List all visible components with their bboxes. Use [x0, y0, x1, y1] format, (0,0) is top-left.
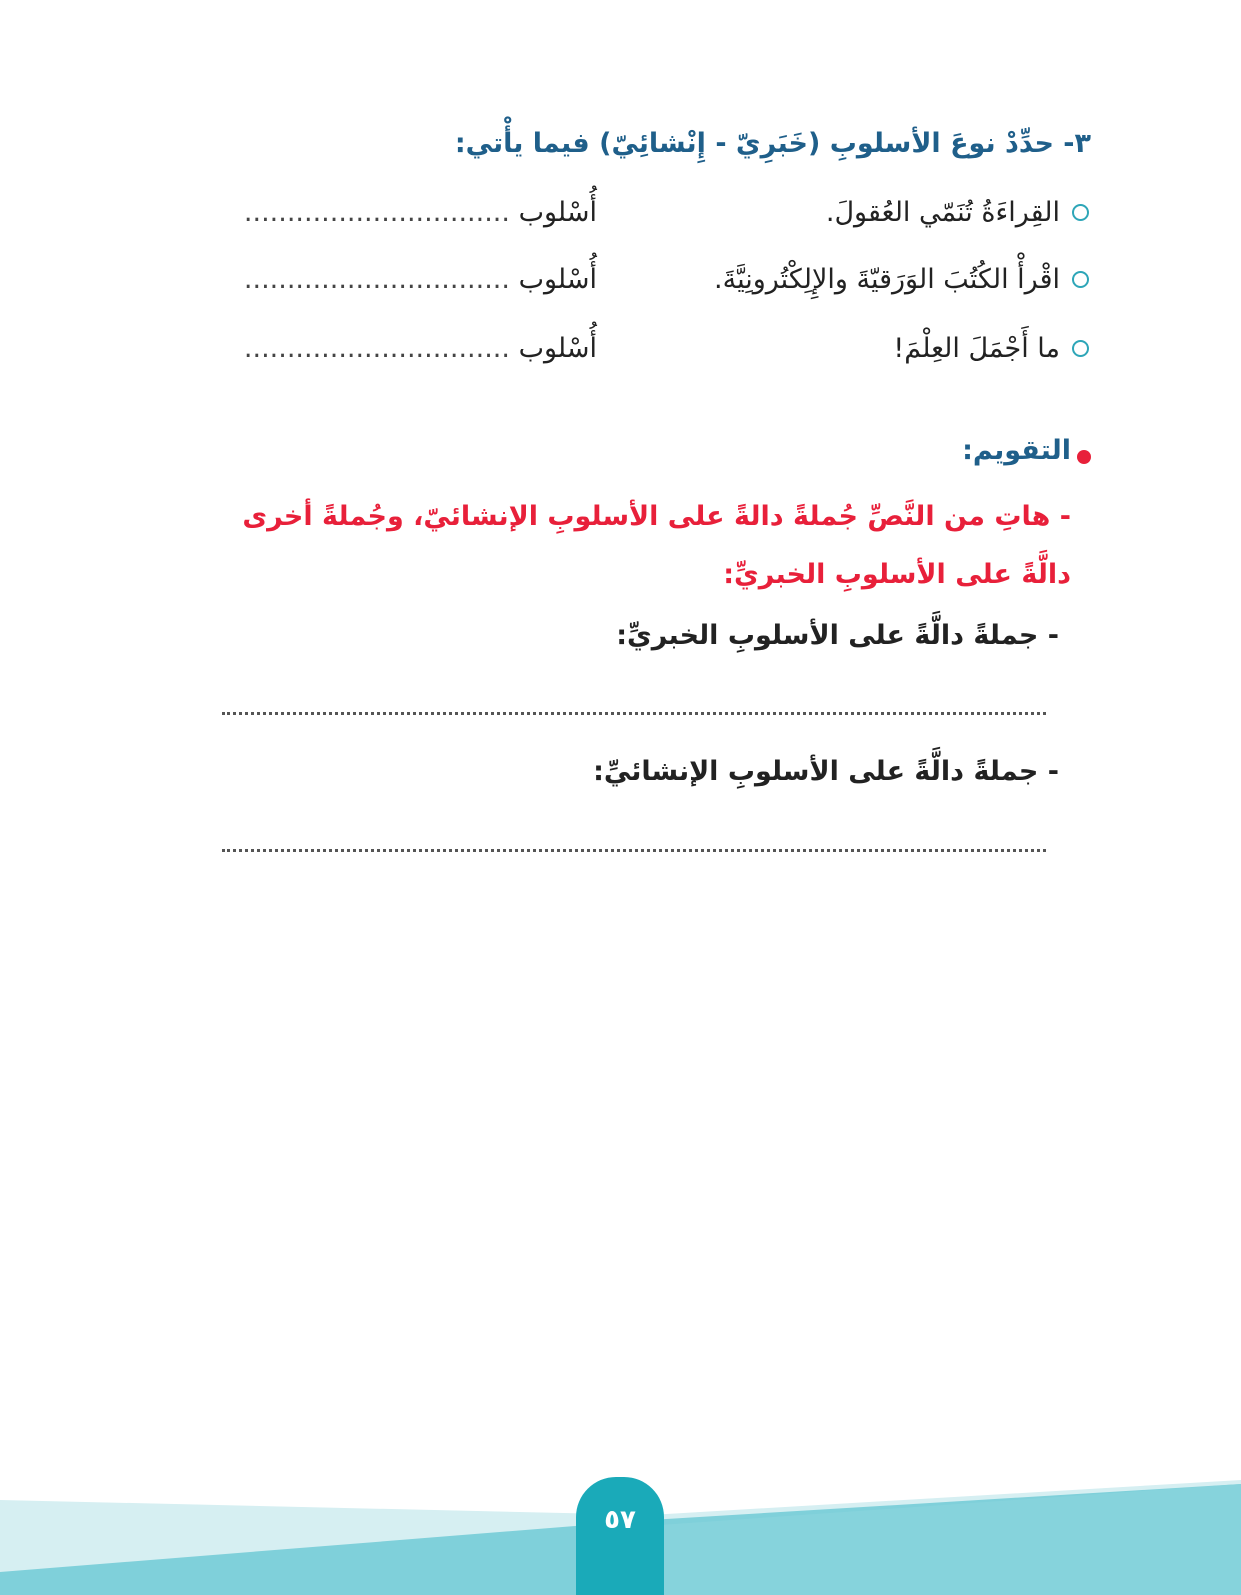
answer-label: أُسْلوب [518, 333, 597, 364]
answer-blank[interactable] [244, 333, 597, 364]
answer-line[interactable] [222, 712, 1046, 715]
item-sentence: ما أَجْمَلَ العِلْمَ! [893, 333, 1060, 364]
answer-label: أُسْلوب [518, 197, 597, 228]
page-number-tab [576, 1477, 664, 1595]
circle-bullet-icon [1072, 204, 1089, 221]
item-sentence: القِراءَةُ تُنَمّي العُقولَ. [825, 197, 1060, 228]
circle-bullet-icon [1072, 340, 1089, 357]
evaluation-title: التقويم: [962, 435, 1071, 466]
answer-line[interactable] [222, 849, 1046, 852]
answer-dots: ............................... [243, 264, 510, 295]
page-number: ٥٧ [604, 1505, 636, 1535]
red-bullet-icon [1077, 450, 1091, 464]
evaluation-task: - هاتِ من النَّصِّ جُملةً دالةً على الأسلوبِ الإنشائيّ، وجُملةً أخرى دالَّةً على الأسلوبِ الخبريِّ: [242, 501, 1071, 590]
list-item [714, 264, 1089, 295]
sub-question-informative: - جملةً دالَّةً على الأسلوبِ الخبريِّ: [616, 620, 1059, 651]
circle-bullet-icon [1072, 271, 1089, 288]
answer-blank[interactable] [244, 197, 597, 228]
answer-dots: ............................... [243, 333, 510, 364]
answer-blank[interactable] [244, 264, 597, 295]
item-sentence: اقْرأْ الكُتُبَ الوَرَقيّةَ والإِلِكْتُرونِيَّةَ. [714, 264, 1060, 295]
list-item [893, 333, 1089, 364]
answer-label: أُسْلوب [518, 264, 597, 295]
question-title: ٣- حدِّدْ نوعَ الأسلوبِ (خَبَرِيّ - إِنْشائِيّ) فيما يأْتي: [454, 128, 1091, 159]
sub-question-constructive: - جملةً دالَّةً على الأسلوبِ الإنشائيِّ: [593, 756, 1059, 787]
answer-dots: ............................... [243, 197, 510, 228]
list-item [826, 197, 1089, 228]
